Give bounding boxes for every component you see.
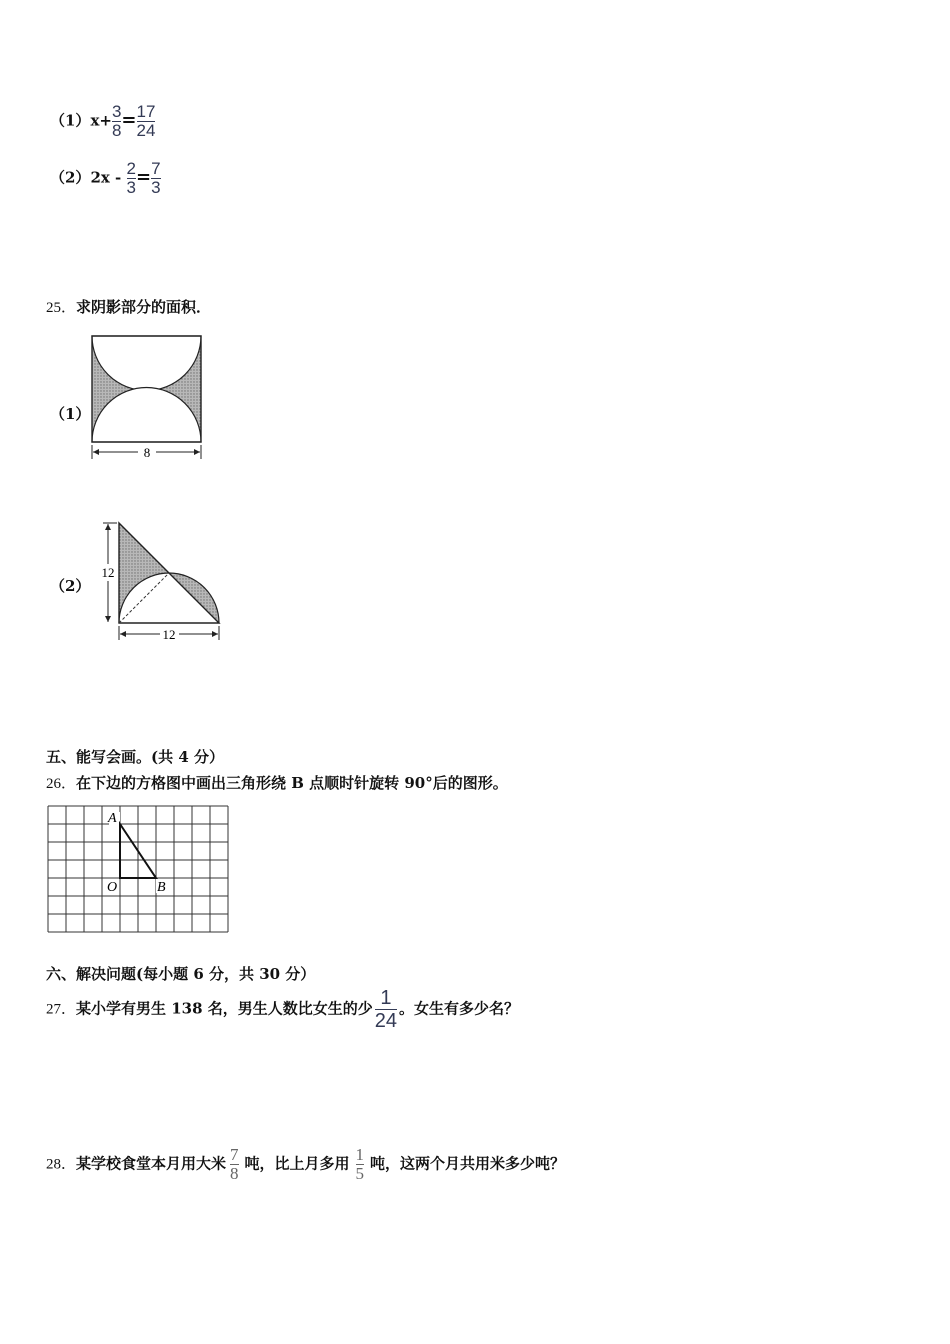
equation-1 xyxy=(50,103,155,140)
question-26 xyxy=(46,772,508,793)
point-o-label: O xyxy=(107,880,118,895)
equation-2-lhs: 2x - xyxy=(90,168,122,187)
figure-2-diagram xyxy=(95,518,230,646)
width-label: 12 xyxy=(162,627,176,642)
question-25 xyxy=(46,296,211,317)
point-b-label: B xyxy=(157,880,166,895)
fraction xyxy=(356,1146,365,1183)
question-text-end: 吨，这两个月共用米多少吨？ xyxy=(370,1154,566,1173)
question-text-end: 。女生有多少名？ xyxy=(399,999,520,1018)
question-text: 在下边的方格图中画出三角形绕 B 点顺时针旋转 90°后的图形。 xyxy=(76,774,508,792)
fraction xyxy=(375,987,397,1032)
question-text-mid: 吨，比上月多用 xyxy=(244,1154,350,1173)
fraction-denominator: 3 xyxy=(151,178,161,197)
question-number: 28． xyxy=(46,1156,77,1173)
figure-1-diagram xyxy=(88,333,208,463)
fraction xyxy=(230,1146,239,1183)
equation-1-label: （1） xyxy=(50,111,91,130)
fraction-denominator: 24 xyxy=(374,1010,398,1032)
equals-sign: = xyxy=(121,109,137,131)
fraction xyxy=(127,160,136,197)
question-28 xyxy=(46,1146,565,1183)
dimension-label: 8 xyxy=(143,445,151,460)
height-label: 12 xyxy=(101,565,115,580)
fraction xyxy=(137,103,156,140)
section-6-title: 六、解决问题(每小题 6 分，共 30 分） xyxy=(46,965,316,983)
equation-2-label: （2） xyxy=(50,168,91,187)
fraction-numerator: 1 xyxy=(355,1145,365,1164)
fraction-numerator: 17 xyxy=(136,102,156,121)
equation-2 xyxy=(50,160,161,197)
fraction-numerator: 7 xyxy=(151,159,161,178)
fraction-numerator: 1 xyxy=(380,987,392,1009)
point-a-label: A xyxy=(108,811,117,826)
equation-1-lhs: x+ xyxy=(90,111,112,130)
fraction-numerator: 3 xyxy=(111,102,122,121)
question-number: 26． xyxy=(46,776,77,792)
figure-2-label: （2） xyxy=(50,577,91,595)
fraction-numerator: 7 xyxy=(230,1145,239,1164)
figure-1-label: （1） xyxy=(50,405,91,423)
fraction xyxy=(151,160,160,197)
question-number: 25． xyxy=(46,300,77,316)
equals-sign: = xyxy=(135,166,152,188)
question-text: 求阴影部分的面积． xyxy=(76,298,212,316)
grid-lines xyxy=(48,806,228,932)
fraction-denominator: 5 xyxy=(355,1164,365,1183)
fraction-denominator: 8 xyxy=(111,121,122,140)
grid-diagram xyxy=(46,804,232,934)
fraction xyxy=(112,103,121,140)
fraction-denominator: 3 xyxy=(126,178,136,197)
question-text: 某学校食堂本月用大米 xyxy=(76,1154,227,1173)
question-27 xyxy=(46,987,519,1032)
question-number: 27． xyxy=(46,1001,77,1018)
section-5-title: 五、能写会画。(共 4 分） xyxy=(46,748,224,766)
fraction-numerator: 2 xyxy=(126,159,136,178)
fraction-denominator: 24 xyxy=(136,121,156,140)
fraction-denominator: 8 xyxy=(230,1164,239,1183)
question-text: 某小学有男生 138 名，男生人数比女生的少 xyxy=(76,999,373,1018)
